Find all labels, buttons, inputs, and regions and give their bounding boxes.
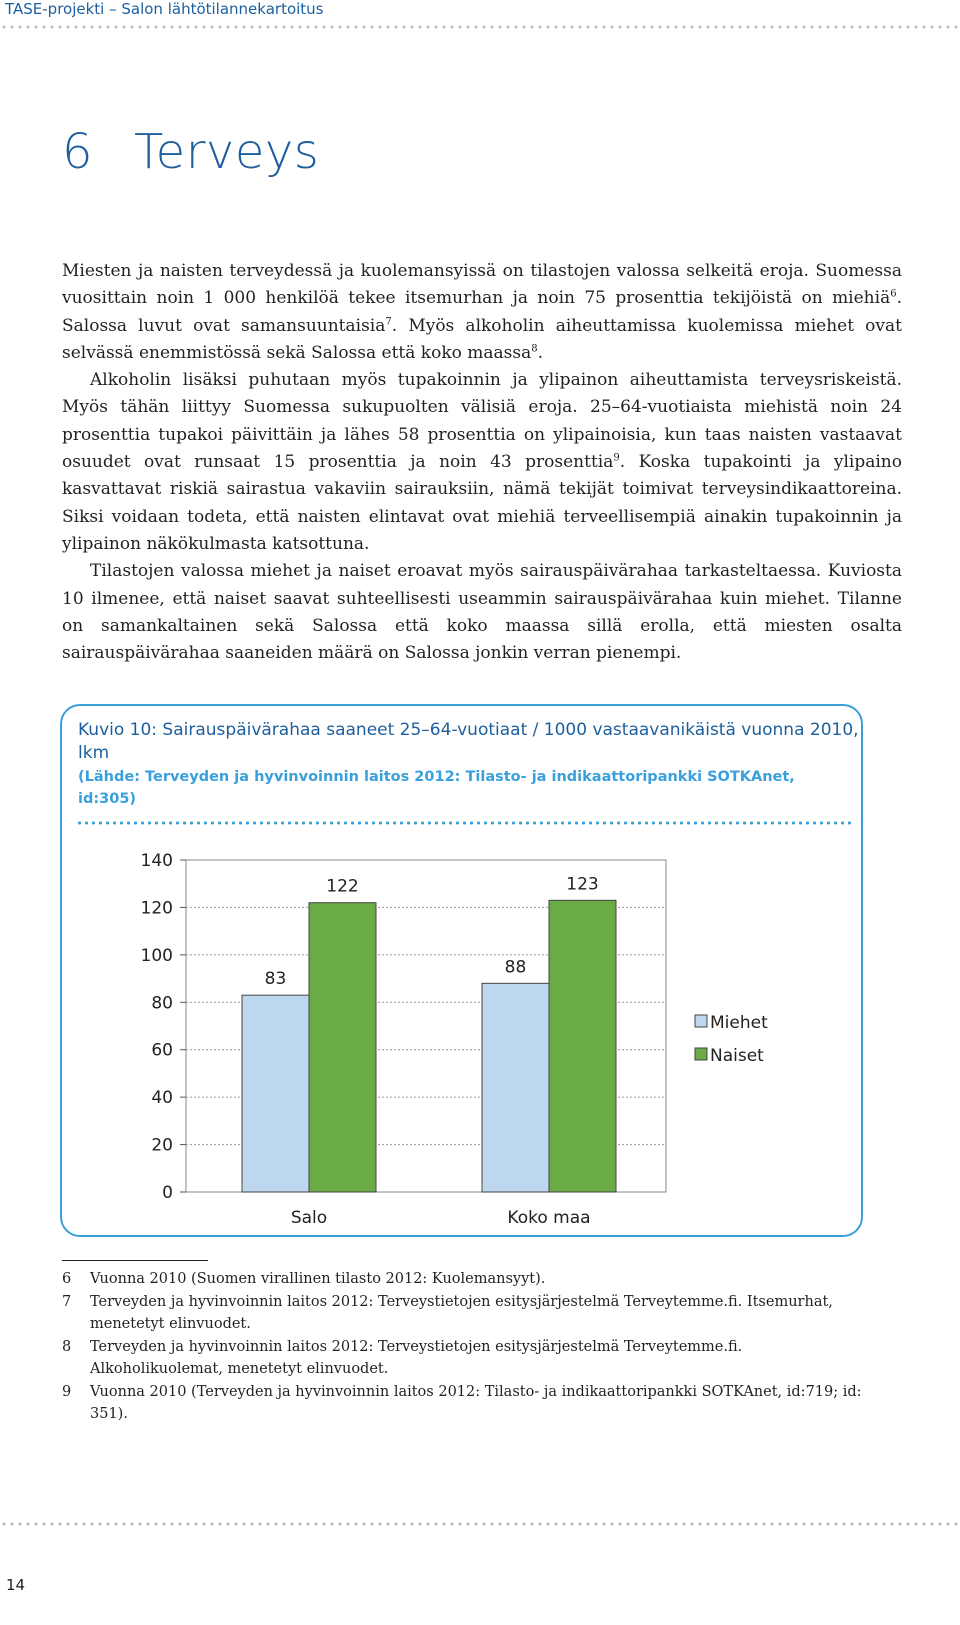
footnote-9 xyxy=(62,1381,862,1426)
footnote-6 xyxy=(62,1268,862,1291)
footnote-number: 9 xyxy=(62,1383,72,1400)
bar-miehet-1 xyxy=(242,995,309,1192)
page-number: 14 xyxy=(6,1576,26,1594)
x-category-label: Salo xyxy=(290,1208,328,1228)
y-tick-label: 0 xyxy=(162,1183,173,1203)
footnote-rule xyxy=(62,1260,208,1261)
x-category-label: Koko maa xyxy=(507,1208,591,1228)
legend-swatch-miehet xyxy=(695,1015,707,1027)
chapter-number: 6 xyxy=(62,124,94,180)
y-tick-label: 100 xyxy=(140,945,173,966)
y-tick-label: 20 xyxy=(151,1135,173,1156)
figure-source: (Lähde: Terveyden ja hyvinvoinnin laitos 2012: Tilasto- ja indikaattoripankki SOTKAnet, id:305) xyxy=(78,769,795,807)
footnotes xyxy=(62,1268,862,1426)
footnote-number: 8 xyxy=(62,1338,72,1355)
legend-label-naiset: Naiset xyxy=(710,1046,764,1066)
chapter-title: Terveys xyxy=(134,124,320,180)
legend-swatch-naiset xyxy=(695,1048,707,1060)
footnote-text: Terveyden ja hyvinvoinnin laitos 2012: Terveystietojen esitysjärjestelmä Terveytemme.fi. Alkoholikuolemat, menetetyt elinvuodet. xyxy=(90,1338,743,1377)
y-tick-label: 120 xyxy=(140,898,173,919)
y-tick-label: 60 xyxy=(151,1040,173,1061)
y-tick-label: 80 xyxy=(151,993,173,1014)
bar-naiset-2 xyxy=(549,900,616,1192)
footnote-ref-7: 7 xyxy=(385,315,392,327)
paragraph-3: Tilastojen valossa miehet ja naiset eroavat myös sairauspäivärahaa tarkasteltaessa. Kuviosta 10 ilmenee, että naiset saavat suhteellisesti useammin sairauspäivärahaa kuin miehet. Tilanne on samankaltainen sekä Salossa että koko maassa sillä erolla, että miesten osalta sairauspäivärahaa saaneiden määrä on Salossa jonkin verran pienempi. xyxy=(62,561,902,664)
p1-text-a: Miesten ja naisten terveydessä ja kuolemansyissä on tilastojen valossa selkeitä eroja. Suomessa vuosittain noin 1 000 henkilöä tekee itsemurhan ja noin 75 prosenttia tekijöistä on miehiä xyxy=(62,261,902,309)
bar-miehet-2 xyxy=(482,983,549,1192)
y-tick-label: 40 xyxy=(151,1088,173,1109)
p2-text-b: . Koska tupakointi ja ylipaino kasvattavat riskiä sairastua vakaviin sairauksiin, nämä tekijät toimivat terveysindikaattoreina. Siksi voidaan todeta, että naisten elintavat ovat miehiä terveellisempiä ainakin tupakoinnin ja ylipainon näkökulmasta katsottuna. xyxy=(62,452,902,554)
footnote-ref-6: 6 xyxy=(890,288,897,300)
y-tick-label: 140 xyxy=(140,851,173,871)
p1-text-c: . Myös alkoholin aiheuttamissa kuolemissa miehet ovat selvässä enemmistössä sekä Salossa että koko maassa xyxy=(62,315,902,363)
p1-text-d: . xyxy=(537,342,544,363)
bar-naiset-1 xyxy=(309,903,376,1192)
footnote-7 xyxy=(62,1291,862,1336)
data-label: 88 xyxy=(504,957,527,978)
footnote-number: 6 xyxy=(62,1271,72,1287)
footnote-ref-8: 8 xyxy=(531,343,538,355)
footnote-ref-9: 9 xyxy=(613,452,620,464)
legend-label-miehet: Miehet xyxy=(710,1013,768,1033)
p2-text-a: Alkoholin lisäksi puhutaan myös tupakoinnin ja ylipainon aiheuttamista terveysriskeistä. Myös tähän liittyy Suomessa sukupuolten välisiä eroja. 25–64-vuotiaista miehistä noin 24 prosenttia tupakoi päivittäin ja lähes 58 prosenttia on ylipainoisia, kun taas naisten vastaavat osuudet ovat runsaat 15 prosenttia ja noin 43 prosenttia xyxy=(62,370,902,473)
p1-text-b: . Salossa luvut ovat samansuuntaisia xyxy=(62,288,902,336)
footnote-text: Vuonna 2010 (Terveyden ja hyvinvoinnin laitos 2012: Tilasto- ja indikaattoripankki SOTKAnet, id:719; id: 351). xyxy=(90,1383,862,1422)
data-label: 83 xyxy=(264,969,287,990)
data-label: 122 xyxy=(326,876,359,897)
figure-title: Kuvio 10: Sairauspäivärahaa saaneet 25–64-vuotiaat / 1000 vastaavanikäistä vuonna 2010, lkm xyxy=(78,720,859,763)
data-label: 123 xyxy=(566,874,599,895)
footnote-text: Vuonna 2010 (Suomen virallinen tilasto 2012: Kuolemansyyt). xyxy=(90,1271,546,1287)
running-header: TASE-projekti – Salon lähtötilannekartoitus xyxy=(5,0,324,18)
footnote-number: 7 xyxy=(62,1293,72,1310)
footer-dotted-rule xyxy=(0,1521,960,1527)
footnote-8 xyxy=(62,1336,862,1381)
footnote-text: Terveyden ja hyvinvoinnin laitos 2012: Terveystietojen esitysjärjestelmä Terveytemme.fi. Itsemurhat, menetetyt elinvuodet. xyxy=(90,1293,833,1332)
